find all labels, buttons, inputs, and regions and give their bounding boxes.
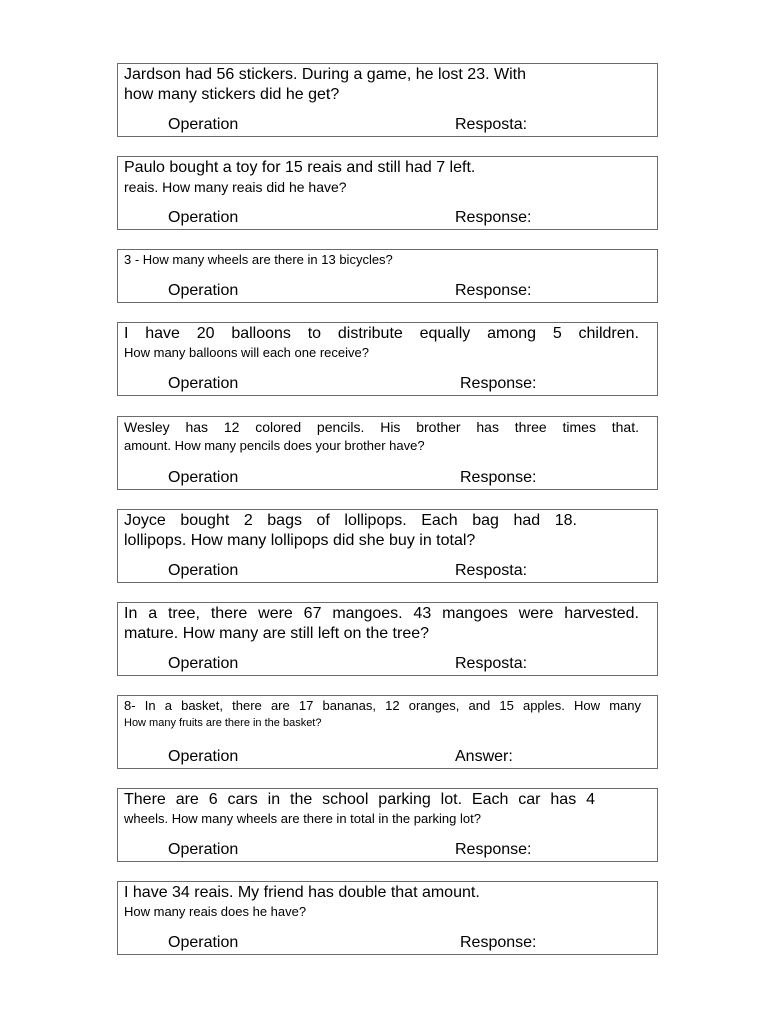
- question-line: lollipops. How many lollipops did she buy in total?: [124, 532, 476, 549]
- question-line: wheels. How many wheels are there in total in the parking lot?: [124, 811, 481, 826]
- problem-card: [117, 509, 658, 583]
- question-line: Joyce bought 2 bags of lollipops. Each bag had 18.: [124, 512, 577, 529]
- operation-label: Operation: [168, 748, 239, 765]
- question-line: reais. How many reais did he have?: [124, 179, 347, 195]
- answer-label: Resposta:: [455, 562, 528, 579]
- problem-card: [117, 695, 658, 769]
- question-line: Wesley has 12 colored pencils. His brother has three times that.: [124, 419, 639, 435]
- question-line: How many fruits are there in the basket?: [124, 717, 322, 729]
- problem-card: [117, 788, 658, 862]
- problem-card: [117, 249, 658, 303]
- question-text: [124, 251, 639, 269]
- question-line: how many stickers did he get?: [124, 86, 340, 103]
- problem-card: [117, 156, 658, 230]
- answer-label: Response:: [455, 841, 532, 858]
- question-text: [124, 158, 639, 197]
- question-line: I have 20 balloons to distribute equally among 5 children.: [124, 325, 639, 342]
- problem-card: [117, 881, 658, 955]
- operation-label: Operation: [168, 282, 239, 299]
- question-line: 8- In a basket, there are 17 bananas, 12 oranges, and 15 apples. How many: [124, 698, 641, 713]
- operation-label: Operation: [168, 209, 239, 226]
- operation-label: Operation: [168, 934, 239, 951]
- question-text: [124, 697, 641, 732]
- answer-label: Resposta:: [455, 655, 528, 672]
- question-line: 3 - How many wheels are there in 13 bicycles?: [124, 252, 393, 267]
- question-line: How many balloons will each one receive?: [124, 345, 369, 360]
- answer-label: Answer:: [455, 748, 513, 765]
- question-text: [124, 511, 577, 551]
- answer-label: Response:: [455, 282, 532, 299]
- question-text: [124, 604, 639, 644]
- question-line: Paulo bought a toy for 15 reais and still had 7 left.: [124, 159, 476, 176]
- question-text: [124, 883, 639, 921]
- question-line: amount. How many pencils does your brother have?: [124, 438, 425, 453]
- operation-label: Operation: [168, 562, 239, 579]
- operation-label: Operation: [168, 375, 239, 392]
- question-line: I have 34 reais. My friend has double that amount.: [124, 884, 480, 901]
- question-text: [124, 790, 595, 828]
- answer-label: Response:: [455, 209, 532, 226]
- question-line: In a tree, there were 67 mangoes. 43 mangoes were harvested.: [124, 605, 639, 622]
- answer-label: Response:: [460, 469, 537, 486]
- operation-label: Operation: [168, 116, 239, 133]
- operation-label: Operation: [168, 655, 239, 672]
- problem-card: [117, 322, 658, 396]
- question-line: mature. How many are still left on the tree?: [124, 625, 430, 642]
- problem-card: [117, 63, 658, 137]
- operation-label: Operation: [168, 469, 239, 486]
- answer-label: Response:: [460, 375, 537, 392]
- problem-card: [117, 416, 658, 490]
- operation-label: Operation: [168, 841, 239, 858]
- answer-label: Response:: [460, 934, 537, 951]
- question-line: How many reais does he have?: [124, 904, 307, 919]
- question-text: [124, 324, 639, 362]
- problem-card: [117, 602, 658, 676]
- question-text: [124, 418, 639, 455]
- answer-label: Resposta:: [455, 116, 528, 133]
- question-text: [124, 65, 639, 105]
- question-line: There are 6 cars in the school parking lot. Each car has 4: [124, 791, 595, 808]
- question-line: Jardson had 56 stickers. During a game, he lost 23. With: [124, 66, 526, 83]
